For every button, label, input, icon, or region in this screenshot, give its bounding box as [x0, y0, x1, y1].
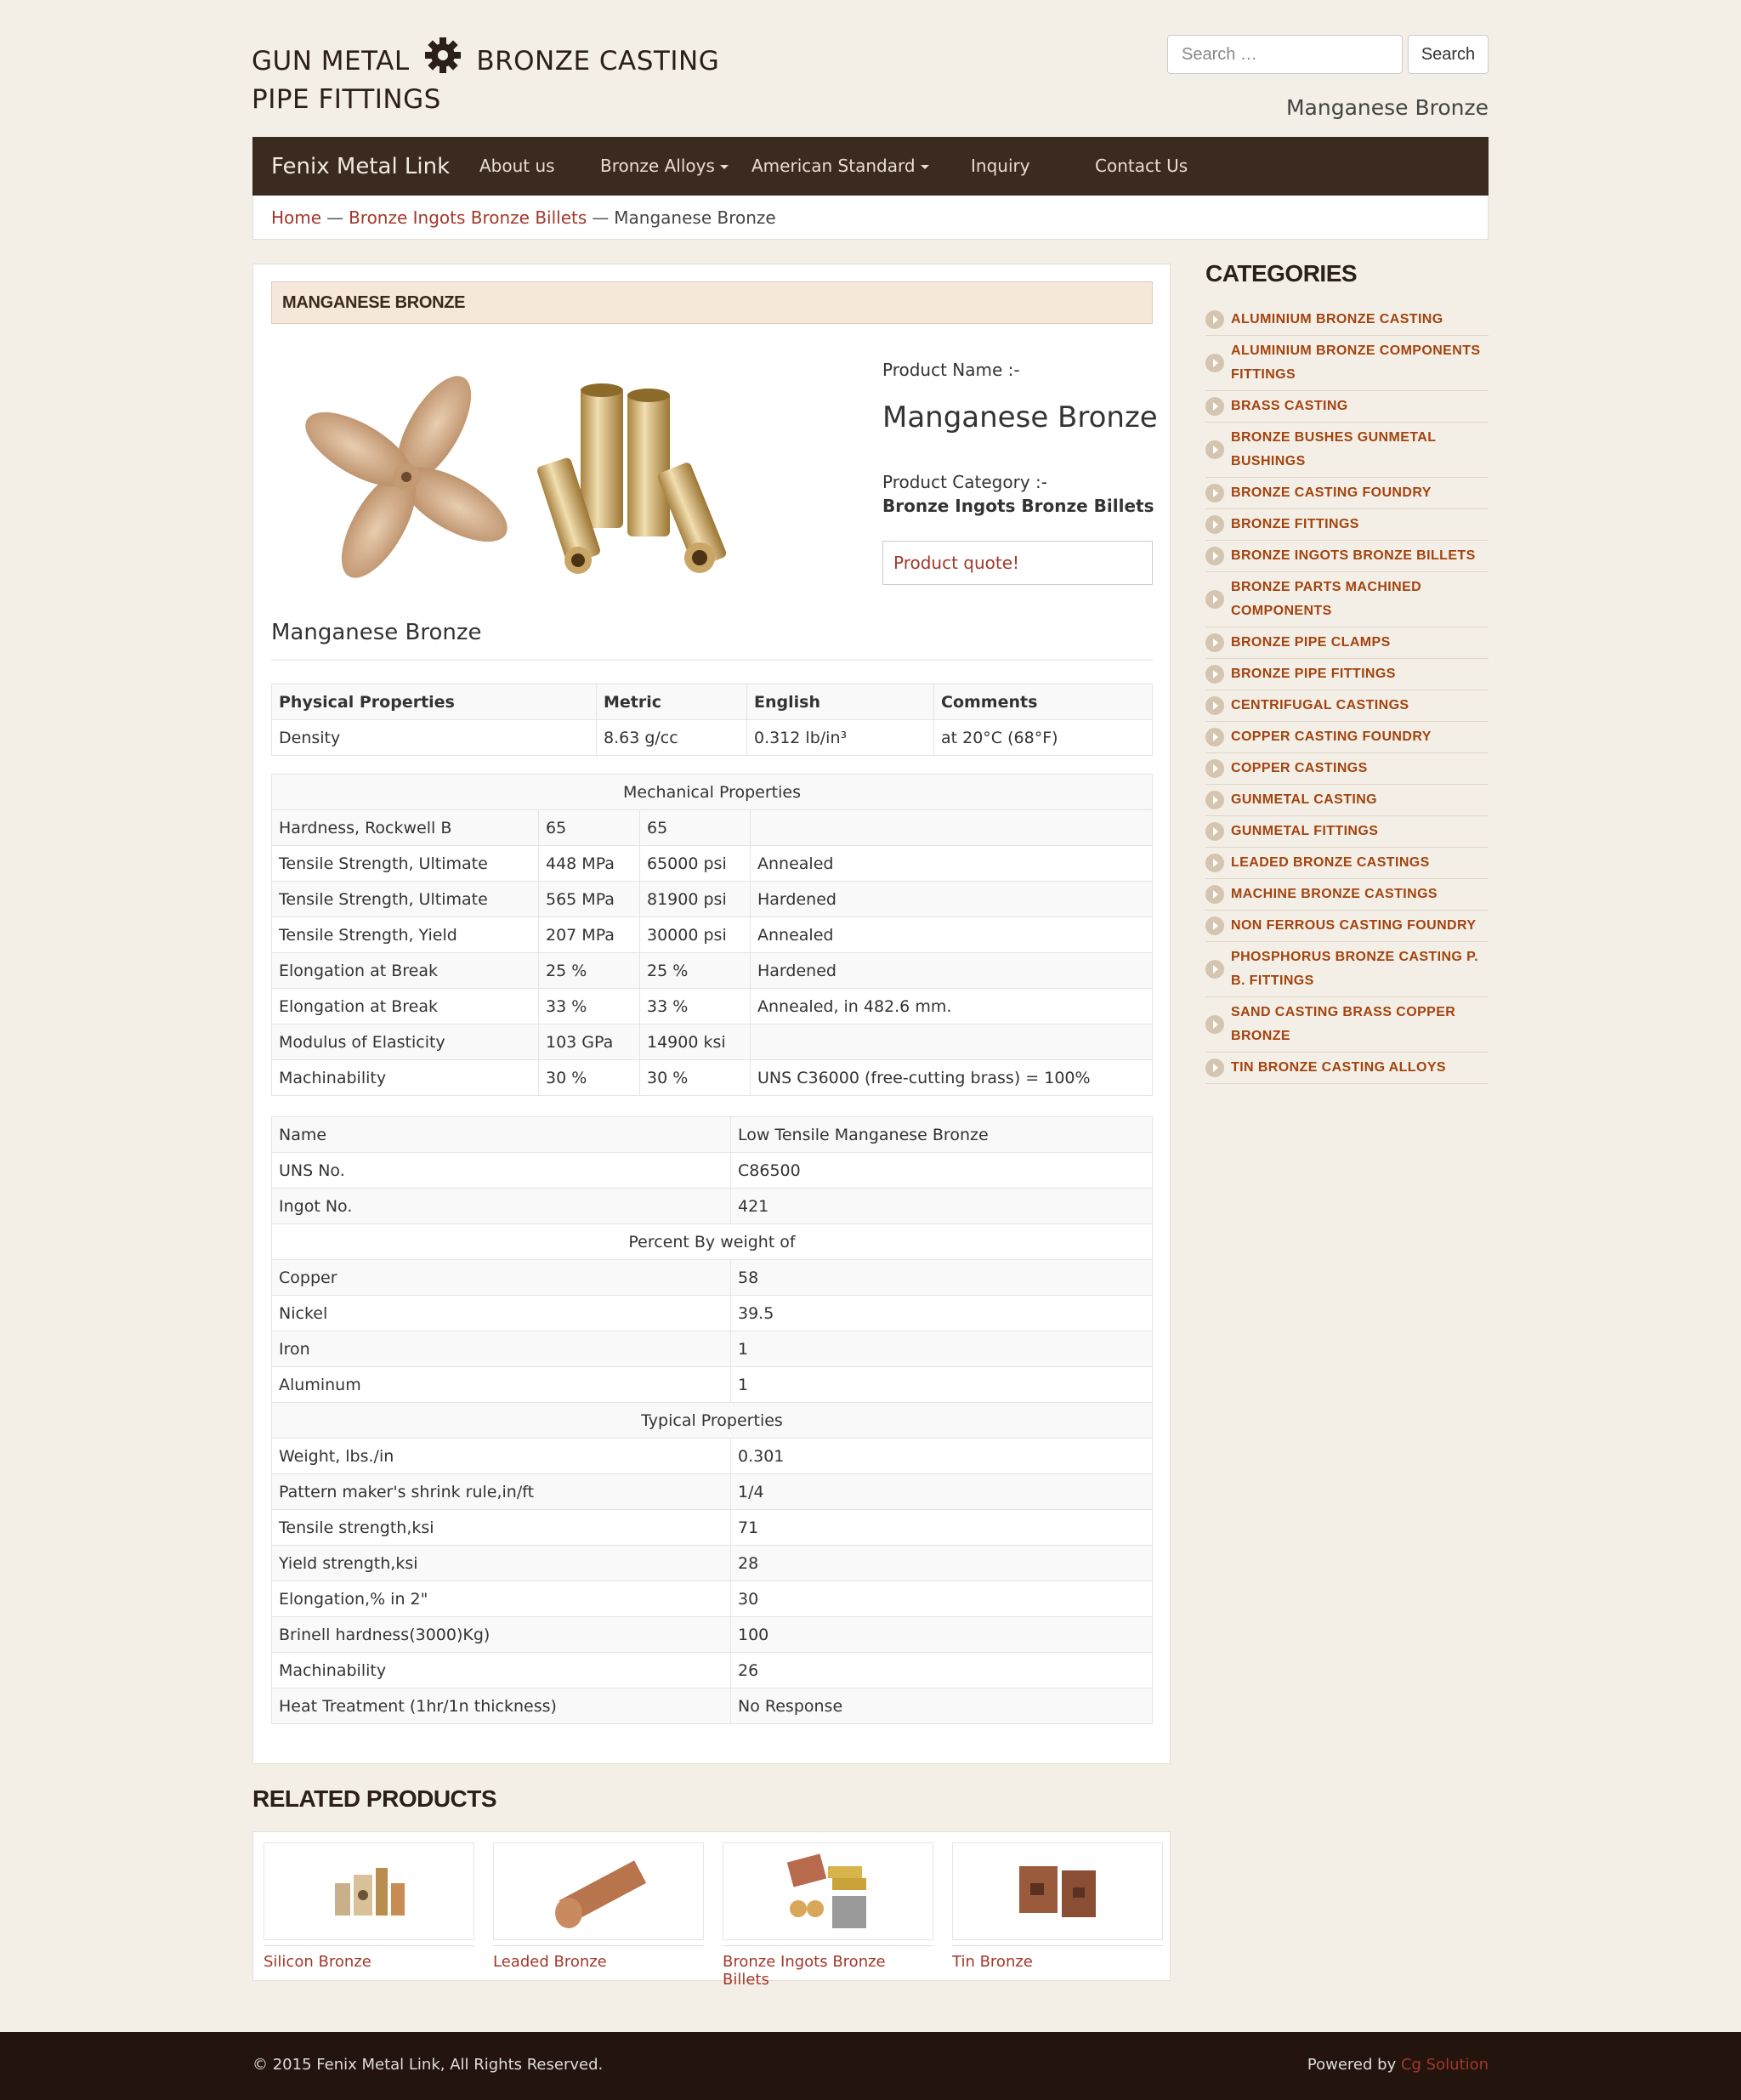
table-row — [272, 810, 1153, 846]
nav-item-american-standard[interactable] — [751, 156, 929, 176]
table-title-row — [272, 775, 1153, 810]
footer — [0, 2032, 1741, 2100]
chevron-right-icon — [1205, 440, 1224, 459]
table-header-row — [272, 684, 1153, 720]
category-link[interactable]: CENTRIFUGAL CASTINGS — [1231, 698, 1409, 712]
categories-title: CATEGORIES — [1205, 260, 1358, 287]
physical-properties-table — [271, 684, 1153, 756]
category-item[interactable] — [1205, 1053, 1489, 1084]
chevron-right-icon — [1205, 484, 1224, 502]
table-row — [272, 1439, 1153, 1474]
table-cell: Annealed — [751, 846, 1153, 882]
product-quote-button[interactable]: Product quote! — [882, 541, 1153, 585]
category-list — [1205, 304, 1489, 1084]
category-link[interactable]: BRONZE INGOTS BRONZE BILLETS — [1231, 548, 1476, 563]
table-row — [272, 1153, 1153, 1189]
breadcrumb-separator: — — [592, 207, 610, 228]
table-cell: 1 — [731, 1367, 1153, 1403]
category-link[interactable]: BRONZE PIPE FITTINGS — [1231, 667, 1396, 681]
table-cell: Copper — [272, 1260, 731, 1296]
search-input[interactable] — [1167, 35, 1403, 74]
powered-by-link[interactable]: Cg Solution — [1400, 2056, 1489, 2074]
table-row — [272, 1581, 1153, 1617]
table-cell: Elongation,% in 2" — [272, 1581, 731, 1617]
navbar-brand[interactable]: Fenix Metal Link — [271, 153, 451, 179]
table-row — [272, 882, 1153, 917]
table-cell: 39.5 — [731, 1296, 1153, 1331]
table-cell: Heat Treatment (1hr/1n thickness) — [272, 1689, 731, 1724]
category-item[interactable] — [1205, 690, 1489, 722]
table-cell: Iron — [272, 1331, 731, 1367]
nav-item-label: Bronze Alloys — [600, 156, 715, 176]
site-title-part1: GUN METAL — [252, 46, 410, 77]
table-cell — [751, 810, 1153, 846]
table-row — [272, 989, 1153, 1024]
chevron-right-icon — [1205, 822, 1224, 841]
chevron-right-icon — [1205, 759, 1224, 778]
table-title-row — [272, 1224, 1153, 1260]
chevron-right-icon — [1205, 515, 1224, 534]
table-cell: Annealed — [751, 917, 1153, 953]
chevron-right-icon — [1205, 885, 1224, 904]
related-product-image[interactable] — [723, 1842, 933, 1940]
category-link[interactable]: SAND CASTING BRASS COPPER BRONZE — [1231, 1005, 1456, 1043]
nav-item-bronze-alloys[interactable] — [600, 156, 729, 176]
category-item[interactable] — [1205, 509, 1489, 541]
related-product-item[interactable] — [952, 1842, 1163, 1971]
table-cell: Yield strength,ksi — [272, 1546, 731, 1581]
category-item[interactable] — [1205, 848, 1489, 879]
powered-by — [1307, 2056, 1489, 2074]
category-link[interactable]: BRONZE FITTINGS — [1231, 517, 1359, 531]
related-product-image[interactable] — [493, 1842, 704, 1940]
breadcrumb-home[interactable]: Home — [271, 207, 322, 228]
chevron-right-icon — [1205, 547, 1224, 565]
breadcrumb — [252, 196, 1489, 240]
product-image — [287, 349, 763, 596]
table-cell: 8.63 g/cc — [597, 720, 747, 756]
category-link[interactable]: COPPER CASTING FOUNDRY — [1231, 729, 1432, 744]
table-cell: 1 — [731, 1331, 1153, 1367]
table-cell: Name — [272, 1117, 731, 1153]
table-row — [272, 1474, 1153, 1510]
nav-item-label: Contact Us — [1095, 156, 1188, 176]
nav-item-inquiry[interactable] — [971, 156, 1030, 176]
related-products-panel — [252, 1831, 1171, 1989]
category-link[interactable]: ALUMINIUM BRONZE COMPONENTS FITTINGS — [1231, 343, 1481, 382]
table-row — [272, 1689, 1153, 1724]
table-row — [272, 953, 1153, 989]
table-cell — [751, 1024, 1153, 1060]
site-title-part2: BRONZE CASTING — [476, 46, 720, 77]
table-cell: 103 GPa — [539, 1024, 640, 1060]
table-cell: Hardened — [751, 882, 1153, 917]
table-cell: Tensile Strength, Ultimate — [272, 846, 539, 882]
table-title: Percent By weight of — [272, 1224, 1153, 1260]
product-name-label: Product Name :- — [882, 360, 1020, 380]
site-title-line2: PIPE FITTINGS — [252, 84, 441, 115]
chevron-right-icon — [1205, 960, 1224, 979]
chevron-right-icon — [1205, 1059, 1224, 1077]
table-cell: 30 % — [640, 1060, 751, 1096]
fittings-thumbnail — [326, 1858, 411, 1926]
category-link[interactable]: PHOSPHORUS BRONZE CASTING P. B. FITTINGS — [1231, 950, 1478, 988]
table-cell: at 20°C (68°F) — [934, 720, 1153, 756]
chevron-right-icon — [1205, 665, 1224, 684]
table-cell: 448 MPa — [539, 846, 640, 882]
category-link[interactable]: ALUMINIUM BRONZE CASTING — [1231, 312, 1443, 326]
category-item[interactable] — [1205, 879, 1489, 911]
chevron-right-icon — [1205, 633, 1224, 652]
table-cell: 0.312 lb/in³ — [747, 720, 934, 756]
table-cell: Ingot No. — [272, 1189, 731, 1224]
related-product-link[interactable]: Silicon Bronze — [264, 1945, 474, 1971]
category-item[interactable] — [1205, 478, 1489, 509]
category-item[interactable] — [1205, 304, 1489, 336]
chevron-right-icon — [1205, 354, 1224, 372]
product-name: Manganese Bronze — [882, 400, 1158, 434]
table-cell: No Response — [731, 1689, 1153, 1724]
table-row — [272, 1546, 1153, 1581]
table-cell: Tensile Strength, Yield — [272, 917, 539, 953]
table-row — [272, 1189, 1153, 1224]
category-link[interactable]: BRONZE PARTS MACHINED COMPONENTS — [1231, 580, 1422, 618]
table-cell: UNS C36000 (free-cutting brass) = 100% — [751, 1060, 1153, 1096]
table-cell: Weight, lbs./in — [272, 1439, 731, 1474]
category-item[interactable] — [1205, 336, 1489, 391]
related-product-link[interactable]: Leaded Bronze — [493, 1945, 704, 1971]
chevron-right-icon — [1205, 310, 1224, 329]
table-cell: 565 MPa — [539, 882, 640, 917]
nav-item-label: About us — [479, 156, 555, 176]
nav-item-label: Inquiry — [971, 156, 1030, 176]
table-cell: 25 % — [640, 953, 751, 989]
category-item[interactable] — [1205, 816, 1489, 848]
table-cell: Machinability — [272, 1060, 539, 1096]
table-row — [272, 1367, 1153, 1403]
ingots-thumbnail — [777, 1849, 879, 1934]
breadcrumb-current: Manganese Bronze — [614, 207, 776, 228]
search-button[interactable]: Search — [1408, 35, 1489, 74]
chevron-right-icon — [1205, 791, 1224, 809]
table-cell: 30000 psi — [640, 917, 751, 953]
category-link[interactable]: TIN BRONZE CASTING ALLOYS — [1231, 1060, 1446, 1075]
table-cell: 30 — [731, 1581, 1153, 1617]
table-cell: Brinell hardness(3000)Kg) — [272, 1617, 731, 1653]
category-item[interactable] — [1205, 391, 1489, 423]
related-product-link[interactable]: Tin Bronze — [952, 1945, 1163, 1971]
table-cell: Density — [272, 720, 597, 756]
table-cell: 81900 psi — [640, 882, 751, 917]
category-link[interactable]: COPPER CASTINGS — [1231, 761, 1368, 775]
table-cell: Elongation at Break — [272, 989, 539, 1024]
table-cell: 100 — [731, 1617, 1153, 1653]
product-category-label: Product Category :- — [882, 472, 1047, 492]
table-row — [272, 1260, 1153, 1296]
nav-item-contact[interactable] — [1095, 156, 1188, 176]
table-cell: 65 — [539, 810, 640, 846]
category-item[interactable] — [1205, 659, 1489, 690]
category-link[interactable]: LEADED BRONZE CASTINGS — [1231, 855, 1430, 870]
table-row — [272, 720, 1153, 756]
table-row — [272, 1117, 1153, 1153]
product-panel — [252, 264, 1171, 1764]
powered-by-label: Powered by — [1307, 2056, 1397, 2074]
main-navbar — [252, 137, 1489, 196]
related-product-image[interactable] — [952, 1842, 1163, 1940]
site-title[interactable] — [252, 36, 719, 119]
table-cell: Tensile Strength, Ultimate — [272, 882, 539, 917]
copyright: © 2015 Fenix Metal Link, All Rights Reserved. — [252, 2056, 604, 2074]
category-link[interactable]: BRONZE BUSHES GUNMETAL BUSHINGS — [1231, 430, 1437, 468]
chevron-right-icon — [1205, 917, 1224, 935]
table-header: Comments — [934, 684, 1153, 720]
nav-item-label: American Standard — [751, 156, 916, 176]
table-cell: 33 % — [640, 989, 751, 1024]
table-cell: Tensile strength,ksi — [272, 1510, 731, 1546]
category-link[interactable]: GUNMETAL FITTINGS — [1231, 824, 1379, 838]
table-cell: Hardened — [751, 953, 1153, 989]
table-cell: Nickel — [272, 1296, 731, 1331]
caret-down-icon — [921, 165, 929, 169]
chevron-right-icon — [1205, 728, 1224, 746]
header-tagline: Manganese Bronze — [1285, 95, 1489, 120]
table-cell: C86500 — [731, 1153, 1153, 1189]
table-cell: Aluminum — [272, 1367, 731, 1403]
table-cell: 65000 psi — [640, 846, 751, 882]
table-cell: 65 — [640, 810, 751, 846]
table-row — [272, 1296, 1153, 1331]
table-cell: 0.301 — [731, 1439, 1153, 1474]
table-cell: Pattern maker's shrink rule,in/ft — [272, 1474, 731, 1510]
category-item[interactable] — [1205, 753, 1489, 785]
related-product-link[interactable]: Bronze Ingots Bronze Billets — [723, 1945, 933, 1989]
category-item[interactable] — [1205, 911, 1489, 942]
category-item[interactable] — [1205, 423, 1489, 478]
chevron-right-icon — [1205, 1015, 1224, 1034]
table-row — [272, 1510, 1153, 1546]
table-row — [272, 1653, 1153, 1689]
chevron-right-icon — [1205, 590, 1224, 609]
table-cell: UNS No. — [272, 1153, 731, 1189]
table-header: Physical Properties — [272, 684, 597, 720]
category-item[interactable] — [1205, 627, 1489, 659]
chevron-right-icon — [1205, 696, 1224, 715]
composition-table — [271, 1116, 1153, 1724]
related-products-title: RELATED PRODUCTS — [252, 1785, 497, 1812]
table-cell: 25 % — [539, 953, 640, 989]
table-cell: Low Tensile Manganese Bronze — [731, 1117, 1153, 1153]
blocks-thumbnail — [1007, 1853, 1109, 1930]
table-cell: Machinability — [272, 1653, 731, 1689]
table-cell: 30 % — [539, 1060, 640, 1096]
table-row — [272, 1024, 1153, 1060]
table-cell: 58 — [731, 1260, 1153, 1296]
table-cell: Modulus of Elasticity — [272, 1024, 539, 1060]
table-title: Mechanical Properties — [272, 775, 1153, 810]
category-item[interactable] — [1205, 572, 1489, 627]
category-link[interactable]: GUNMETAL CASTING — [1231, 792, 1378, 807]
table-header: English — [747, 684, 934, 720]
table-cell: 207 MPa — [539, 917, 640, 953]
product-heading: MANGANESE BRONZE — [271, 281, 1153, 324]
table-cell: Elongation at Break — [272, 953, 539, 989]
table-cell: 33 % — [539, 989, 640, 1024]
table-cell: 28 — [731, 1546, 1153, 1581]
category-item[interactable] — [1205, 997, 1489, 1053]
table-title: Typical Properties — [272, 1403, 1153, 1439]
chevron-right-icon — [1205, 397, 1224, 416]
category-item[interactable] — [1205, 722, 1489, 753]
mechanical-properties-table — [271, 774, 1153, 1096]
gear-icon — [423, 36, 462, 75]
category-item[interactable] — [1205, 785, 1489, 816]
table-cell: 1/4 — [731, 1474, 1153, 1510]
rod-thumbnail — [543, 1853, 654, 1930]
table-cell: Annealed, in 482.6 mm. — [751, 989, 1153, 1024]
table-row — [272, 1331, 1153, 1367]
nav-item-about[interactable] — [479, 156, 555, 176]
breadcrumb-separator: — — [326, 207, 344, 228]
caret-down-icon — [720, 165, 729, 169]
table-row — [272, 846, 1153, 882]
product-caption: Manganese Bronze — [271, 620, 482, 645]
table-cell: Hardness, Rockwell B — [272, 810, 539, 846]
related-product-image[interactable] — [264, 1842, 474, 1940]
table-cell: 421 — [731, 1189, 1153, 1224]
category-link[interactable]: MACHINE BRONZE CASTINGS — [1231, 887, 1438, 901]
related-product-item[interactable] — [264, 1842, 474, 1971]
divider — [271, 659, 1153, 661]
category-link[interactable]: NON FERROUS CASTING FOUNDRY — [1231, 918, 1477, 933]
chevron-right-icon — [1205, 854, 1224, 872]
product-category: Bronze Ingots Bronze Billets — [882, 496, 1154, 516]
category-item[interactable] — [1205, 942, 1489, 997]
category-item[interactable] — [1205, 541, 1489, 572]
table-title-row — [272, 1403, 1153, 1439]
table-row — [272, 1060, 1153, 1096]
category-link[interactable]: BRASS CASTING — [1231, 399, 1348, 413]
table-row — [272, 1617, 1153, 1653]
table-cell: 71 — [731, 1510, 1153, 1546]
table-cell: 26 — [731, 1653, 1153, 1689]
table-header: Metric — [597, 684, 747, 720]
category-link[interactable]: BRONZE CASTING FOUNDRY — [1231, 485, 1432, 500]
related-product-item[interactable] — [493, 1842, 704, 1971]
related-product-item[interactable] — [723, 1842, 933, 1989]
table-cell: 14900 ksi — [640, 1024, 751, 1060]
category-link[interactable]: BRONZE PIPE CLAMPS — [1231, 635, 1391, 650]
breadcrumb-category[interactable]: Bronze Ingots Bronze Billets — [349, 207, 587, 228]
table-row — [272, 917, 1153, 953]
